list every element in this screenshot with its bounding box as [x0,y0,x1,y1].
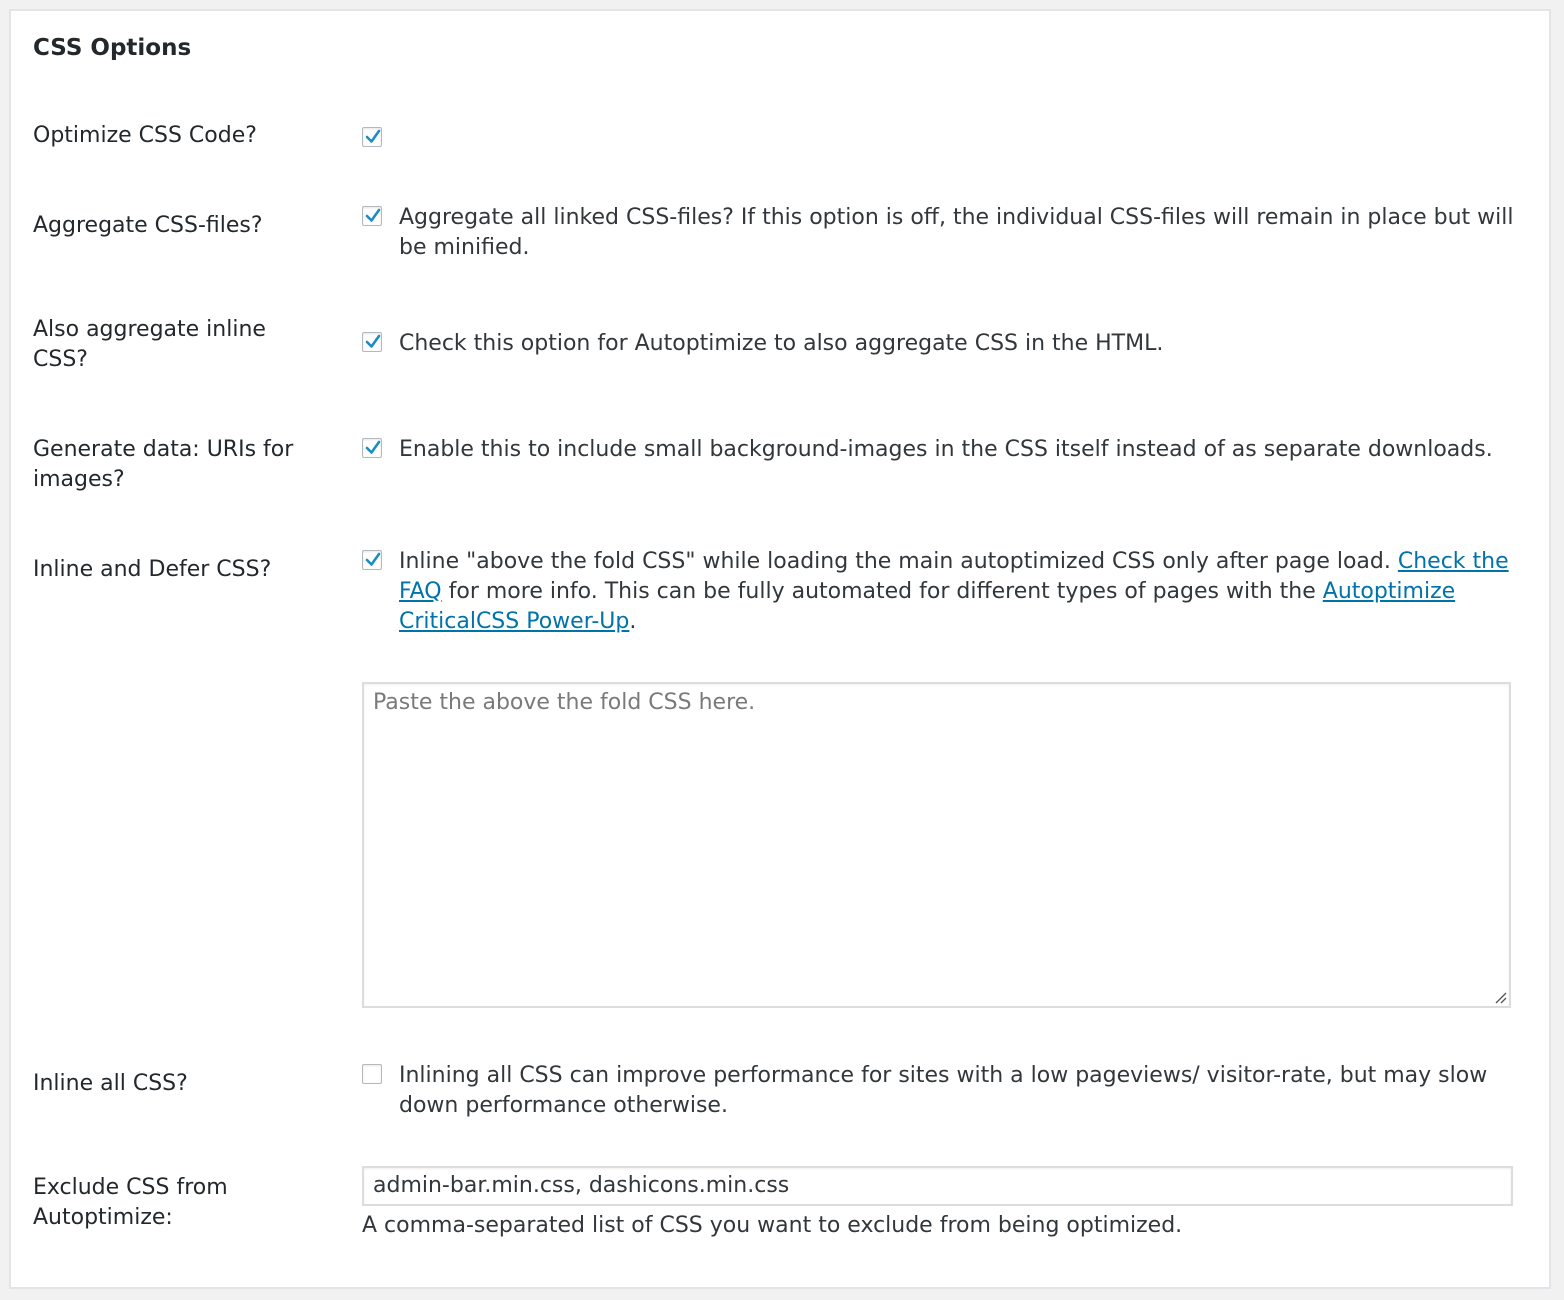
inline-defer-css-label: Inline and Defer CSS? [33,557,272,582]
checkmark-icon [364,207,382,225]
aggregate-inline-css-label: Also aggregate inline CSS? [33,317,266,372]
checkmark-icon [364,128,382,146]
optimize-css-checkbox[interactable] [362,127,382,147]
exclude-css-label: Exclude CSS from Autoptimize: [33,1175,228,1230]
defer-desc-part1: Inline "above the fold CSS" while loading the main autoptimized CSS only after page load. [399,549,1398,574]
inline-all-css-label: Inline all CSS? [33,1071,188,1096]
defer-desc-part3: . [629,609,637,634]
defer-desc-part2: for more info. This can be fully automated for different types of pages with the [441,579,1323,604]
inline-all-css-checkbox[interactable] [362,1064,382,1084]
faq-link[interactable]: Check the FAQ [399,549,1509,604]
css-options-panel [9,9,1551,1289]
aggregate-css-label: Aggregate CSS-files? [33,213,263,238]
criticalcss-powerup-link[interactable]: Autoptimize CriticalCSS Power-Up [399,579,1456,634]
inline-defer-css-description [399,547,1519,637]
textarea-placeholder: Paste the above the fold CSS here. [373,690,756,715]
exclude-css-value: admin-bar.min.css, dashicons.min.css [373,1173,790,1198]
above-fold-css-textarea[interactable] [362,682,1511,1008]
checkmark-icon [364,439,382,457]
resize-handle-icon[interactable] [1493,990,1507,1004]
section-title: CSS Options [33,35,192,61]
aggregate-inline-css-checkbox[interactable] [362,332,382,352]
data-uris-description: Enable this to include small background-images in the CSS itself instead of as separate downloads. [399,437,1493,462]
checkmark-icon [364,551,382,569]
inline-defer-css-checkbox[interactable] [362,550,382,570]
exclude-css-input[interactable] [362,1166,1513,1206]
optimize-css-label: Optimize CSS Code? [33,123,257,148]
aggregate-css-description: Aggregate all linked CSS-files? If this option is off, the individual CSS-files will remain in place but will be minified. [399,205,1514,260]
exclude-css-help: A comma-separated list of CSS you want to exclude from being optimized. [362,1213,1183,1238]
aggregate-css-checkbox[interactable] [362,206,382,226]
data-uris-label: Generate data: URIs for images? [33,437,294,492]
inline-all-css-description: Inlining all CSS can improve performance for sites with a low pageviews/ visitor-rate, but may slow down performance otherwise. [399,1063,1488,1118]
data-uris-checkbox[interactable] [362,438,382,458]
aggregate-inline-css-description: Check this option for Autoptimize to also aggregate CSS in the HTML. [399,331,1164,356]
checkmark-icon [364,333,382,351]
